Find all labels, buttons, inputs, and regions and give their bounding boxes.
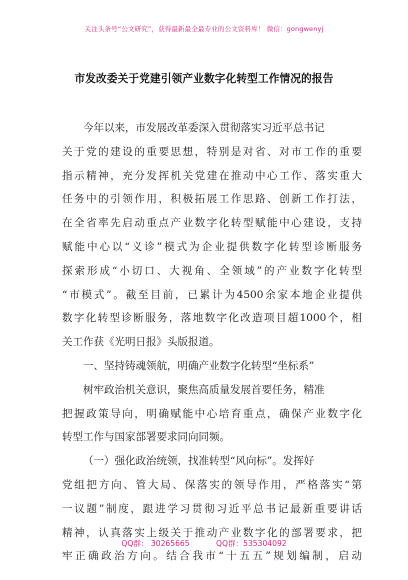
paragraph-line: 赋能中心以“义诊”模式为企业提供数字化转型诊断服务 (62, 240, 362, 253)
paragraph-line: 转型工作与国家部署要求同向同频。 (62, 431, 230, 444)
paragraph-line: 指示精神，充分发挥机关党建在推动中心工作、落实重大 (62, 169, 362, 182)
document-title: 市发改委关于党建引领产业数字化转型工作情况的报告 (74, 73, 334, 85)
paragraph-line: 树牢政治机关意识，聚焦高质量发展首要任务，精准 (83, 383, 325, 396)
paragraph-line: 党组把方向、管大局、保落实的领导作用，严格落实“第 (62, 478, 362, 491)
paragraph-line: 一议题”制度，跟进学习贯彻习近平总书记最新重要讲话 (62, 502, 362, 515)
document-body (62, 117, 362, 569)
paragraph-line: 数字化转型诊断服务，落地数字化改造项目超1000个，相 (62, 312, 362, 325)
paragraph-line: （一）强化政治统领，找准转型“风向标”。发挥好 (83, 455, 315, 468)
paragraph-line: 今年以来，市发展改革委深入贯彻落实习近平总书记 (83, 122, 325, 134)
paragraph-line: “市模式”。截至目前，已累计为4500余家本地企业提供 (62, 288, 362, 301)
footer-contacts (0, 538, 408, 549)
paragraph-line: 精神，认真落实上级关于推动产业数字化的部署要求，把 (62, 526, 362, 539)
paragraph-line: 探索形成“小切口、大视角、全领域”的产业数字化转型 (62, 264, 362, 277)
paragraph-line: 任务中的引领作用，积极拓展工作思路、创新工作打法， (62, 193, 362, 206)
paragraph-line: 把握政策导向，明确赋能中心培育重点，确保产业数字化 (62, 407, 362, 420)
paragraph-line: 牢正确政治方向。结合我市“十五五”规划编制，启动 (62, 550, 362, 563)
paragraph-line: 关工作获《光明日报》头版报道。 (62, 336, 220, 349)
header-banner: 关注头条号“公文研究”，获得最新最全最专业的公文资料库！ 微信：gongwenyj (84, 25, 324, 33)
section-heading: 一、坚持铸魂领航，明确产业数字化转型“坐标系” (83, 359, 315, 372)
qq-group-2: QQ群：535304092 (216, 539, 287, 548)
paragraph-line: 关于党的建设的重要思想，特别是对省、对市工作的重要 (62, 145, 362, 158)
paragraph-line: 在全省率先启动重点产业数字化转型赋能中心建设，支持 (62, 217, 362, 230)
qq-group-1: QQ群： 30265665 (121, 539, 190, 548)
